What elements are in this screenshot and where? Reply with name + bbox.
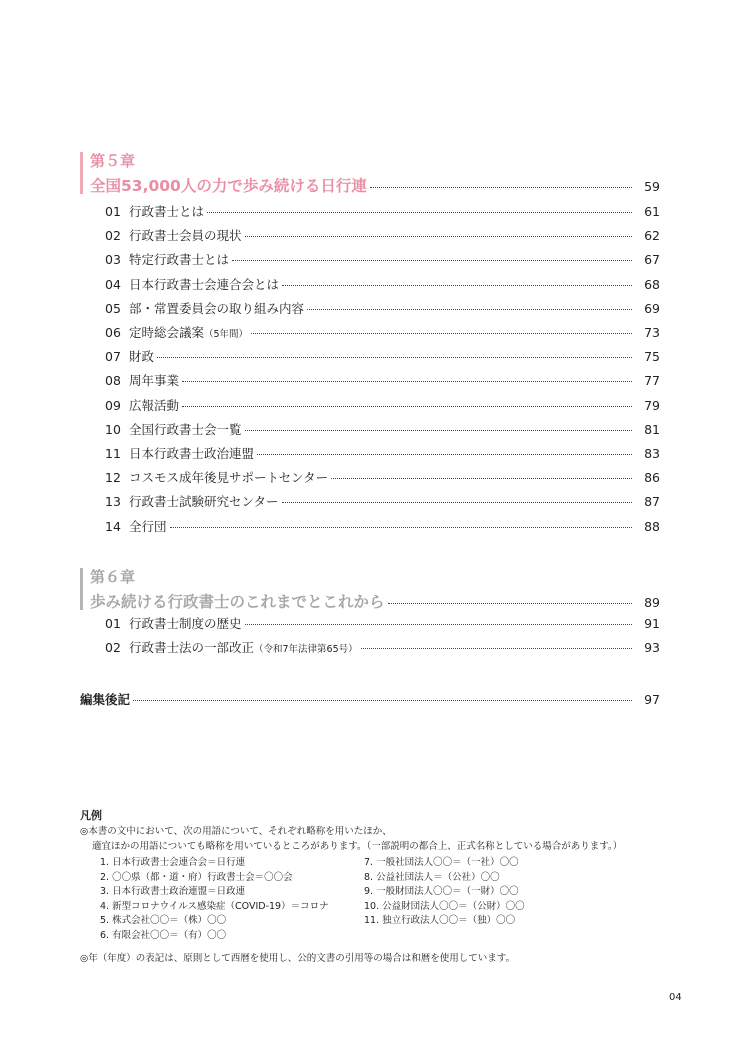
editorial-row[interactable] xyxy=(80,690,660,708)
dot-leader xyxy=(307,309,632,310)
toc-entry[interactable] xyxy=(105,275,660,293)
legend-item: 10. 公益財団法人〇〇＝（公財）〇〇 xyxy=(364,900,525,912)
toc-entry-number: 14 xyxy=(105,518,121,534)
toc-entry-label xyxy=(105,468,328,486)
chapter-6-title-row[interactable] xyxy=(90,590,660,612)
toc-entry-number: 13 xyxy=(105,494,121,510)
dot-leader xyxy=(133,700,632,701)
toc-entry-number: 01 xyxy=(105,616,121,631)
dot-leader xyxy=(182,381,632,382)
toc-entry[interactable] xyxy=(105,396,660,414)
dot-leader xyxy=(232,260,632,261)
page-number: 04 xyxy=(669,992,682,1003)
toc-entry[interactable] xyxy=(105,299,660,317)
toc-entry-number: 11 xyxy=(105,446,121,461)
dot-leader xyxy=(245,624,632,625)
toc-entry-title: 全国行政書士会一覧 xyxy=(129,421,242,437)
toc-entry-label xyxy=(105,202,204,220)
toc-entry[interactable] xyxy=(105,202,660,220)
toc-entry-label xyxy=(105,492,279,510)
legend-left-column xyxy=(80,856,364,943)
toc-entry-title: 日本行政書士政治連盟 xyxy=(129,446,255,461)
chapter-5-label: 第５章 xyxy=(90,152,136,170)
legend-abbreviation-list xyxy=(80,856,700,943)
toc-entry-label xyxy=(105,517,167,535)
toc-entry[interactable] xyxy=(105,226,660,244)
toc-entry-label xyxy=(105,420,242,438)
legend-title: 凡例 xyxy=(80,809,102,822)
toc-entry-page: 61 xyxy=(644,204,660,219)
dot-leader xyxy=(370,187,632,188)
toc-entry-number: 07 xyxy=(105,349,121,365)
dot-leader xyxy=(282,285,632,286)
legend-item: 5. 株式会社〇〇＝（株）〇〇 xyxy=(100,915,227,926)
dot-leader xyxy=(361,648,632,649)
toc-entry[interactable] xyxy=(105,492,660,510)
toc-entry-number: 09 xyxy=(105,397,121,413)
toc-entry-label xyxy=(105,226,242,244)
toc-entry-label xyxy=(105,614,242,632)
legend-item: 8. 公益社団法人＝（公社）〇〇 xyxy=(364,871,500,883)
toc-entry-number: 06 xyxy=(105,325,121,340)
toc-entry-page: 69 xyxy=(644,300,660,316)
toc-entry-title: 行政書士会員の現状 xyxy=(129,228,242,244)
legend-note-1-line-2: 適宜ほかの用語についても略称を用いているところがあります。（一部説明の都合上、正式名称としている場合があります。） xyxy=(92,841,623,852)
dot-leader xyxy=(388,603,632,604)
legend-item: 7. 一般社団法人〇〇＝（一社）〇〇 xyxy=(364,857,519,868)
toc-entry-title: 特定行政書士とは xyxy=(129,252,230,268)
dot-leader xyxy=(282,502,632,503)
legend-note-2: ◎年（年度）の表記は、原則として西暦を使用し、公的文書の引用等の場合は和暦を使用しています。 xyxy=(80,953,516,964)
toc-entry-page: 67 xyxy=(644,252,660,268)
toc-entry-number: 02 xyxy=(105,640,121,655)
toc-entry-title: 日本行政書士会連合会とは xyxy=(129,276,280,292)
legend-right-column xyxy=(364,856,525,943)
toc-entry-page: 86 xyxy=(644,470,660,486)
toc-entry[interactable] xyxy=(105,347,660,365)
dot-leader xyxy=(182,406,632,407)
toc-entry[interactable] xyxy=(105,250,660,268)
toc-entry-subtitle: （令和7年法律第65号） xyxy=(254,644,358,655)
toc-entry-label xyxy=(105,371,179,389)
dot-leader xyxy=(331,478,632,479)
toc-entry-page: 91 xyxy=(644,616,660,631)
toc-entry-label xyxy=(105,396,179,414)
legend-item: 3. 日本行政書士政治連盟＝日政連 xyxy=(100,886,246,897)
toc-entry[interactable] xyxy=(105,323,660,341)
toc-entry-title: 行政書士法の一部改正 xyxy=(129,640,255,655)
toc-entry-page: 75 xyxy=(644,349,660,365)
toc-entry-title: 部・常置委員会の取り組み内容 xyxy=(129,300,305,316)
toc-entry-label xyxy=(105,347,154,365)
chapter-6-page: 89 xyxy=(644,595,660,610)
legend-item: 6. 有限会社〇〇＝（有）〇〇 xyxy=(100,929,227,941)
editorial-title: 編集後記 xyxy=(80,692,131,707)
toc-entry-label xyxy=(105,250,229,268)
toc-entry-label xyxy=(105,638,358,656)
dot-leader xyxy=(257,454,632,455)
toc-entry-page: 93 xyxy=(644,640,660,655)
toc-entry-page: 88 xyxy=(644,518,660,534)
toc-entry[interactable] xyxy=(105,468,660,486)
toc-entry[interactable] xyxy=(105,420,660,438)
toc-entry-title: 周年事業 xyxy=(129,373,180,389)
chapter-6-title: 歩み続ける行政書士のこれまでとこれから xyxy=(90,593,385,611)
legend-item: 2. 〇〇県（都・道・府）行政書士会＝〇〇会 xyxy=(100,871,293,883)
dot-leader xyxy=(245,236,632,237)
legend-item: 1. 日本行政書士会連合会＝日行連 xyxy=(100,857,246,868)
toc-entry-title: 行政書士とは xyxy=(129,204,205,219)
toc-entry-page: 81 xyxy=(644,421,660,437)
legend-note-1-line-1: ◎本書の文中において、次の用語について、それぞれ略称を用いたほか、 xyxy=(80,826,392,837)
toc-entry-page: 83 xyxy=(644,446,660,461)
toc-entry-title: コスモス成年後見サポートセンター xyxy=(129,470,329,486)
toc-entry-label xyxy=(105,323,248,341)
toc-entry-title: 定時総会議案 xyxy=(129,325,205,340)
toc-entry-number: 01 xyxy=(105,204,121,219)
chapter-6-accent-bar xyxy=(80,568,83,610)
toc-entry-page: 73 xyxy=(644,325,660,340)
toc-entry[interactable] xyxy=(105,444,660,462)
toc-entry-page: 68 xyxy=(644,276,660,292)
chapter-6-label: 第６章 xyxy=(90,568,136,586)
toc-entry-number: 04 xyxy=(105,276,121,292)
toc-entry-number: 02 xyxy=(105,228,121,244)
toc-entry-page: 77 xyxy=(644,373,660,389)
dot-leader xyxy=(170,527,632,528)
legend-item: 11. 独立行政法人〇〇＝（独）〇〇 xyxy=(364,915,516,926)
chapter-5-accent-bar xyxy=(80,152,83,194)
legend-item: 4. 新型コロナウイルス感染症（COVID-19）＝コロナ xyxy=(100,900,329,912)
toc-entry-number: 10 xyxy=(105,421,121,437)
toc-entry-label xyxy=(105,444,254,462)
toc-entry-label xyxy=(105,299,304,317)
toc-entry-title: 財政 xyxy=(129,349,155,365)
toc-entry[interactable] xyxy=(105,614,660,632)
toc-entry-subtitle: （5年間） xyxy=(204,329,249,340)
toc-entry[interactable] xyxy=(105,638,660,656)
toc-entry-title: 行政書士制度の歴史 xyxy=(129,616,242,631)
toc-entry-title: 広報活動 xyxy=(129,397,180,413)
chapter-5-title: 全国53,000人の力で歩み続ける日行連 xyxy=(90,177,367,195)
chapter-5-title-row[interactable] xyxy=(90,174,660,196)
toc-entry-number: 05 xyxy=(105,300,121,316)
chapter-5-page: 59 xyxy=(644,179,660,194)
toc-entry[interactable] xyxy=(105,517,660,535)
toc-entry-number: 03 xyxy=(105,252,121,268)
toc-entry-number: 08 xyxy=(105,373,121,389)
toc-entry[interactable] xyxy=(105,371,660,389)
toc-entry-page: 87 xyxy=(644,494,660,510)
toc-entry-label xyxy=(105,275,279,293)
dot-leader xyxy=(245,430,632,431)
editorial-page: 97 xyxy=(644,692,660,707)
toc-entry-title: 全行団 xyxy=(129,518,167,534)
dot-leader xyxy=(251,333,632,334)
toc-entry-page: 62 xyxy=(644,228,660,244)
dot-leader xyxy=(157,357,632,358)
toc-entry-page: 79 xyxy=(644,397,660,413)
legend xyxy=(80,808,700,966)
toc-entry-title: 行政書士試験研究センター xyxy=(129,494,279,510)
dot-leader xyxy=(207,212,632,213)
toc-entry-number: 12 xyxy=(105,470,121,486)
legend-item: 9. 一般財団法人〇〇＝（一財）〇〇 xyxy=(364,886,519,897)
